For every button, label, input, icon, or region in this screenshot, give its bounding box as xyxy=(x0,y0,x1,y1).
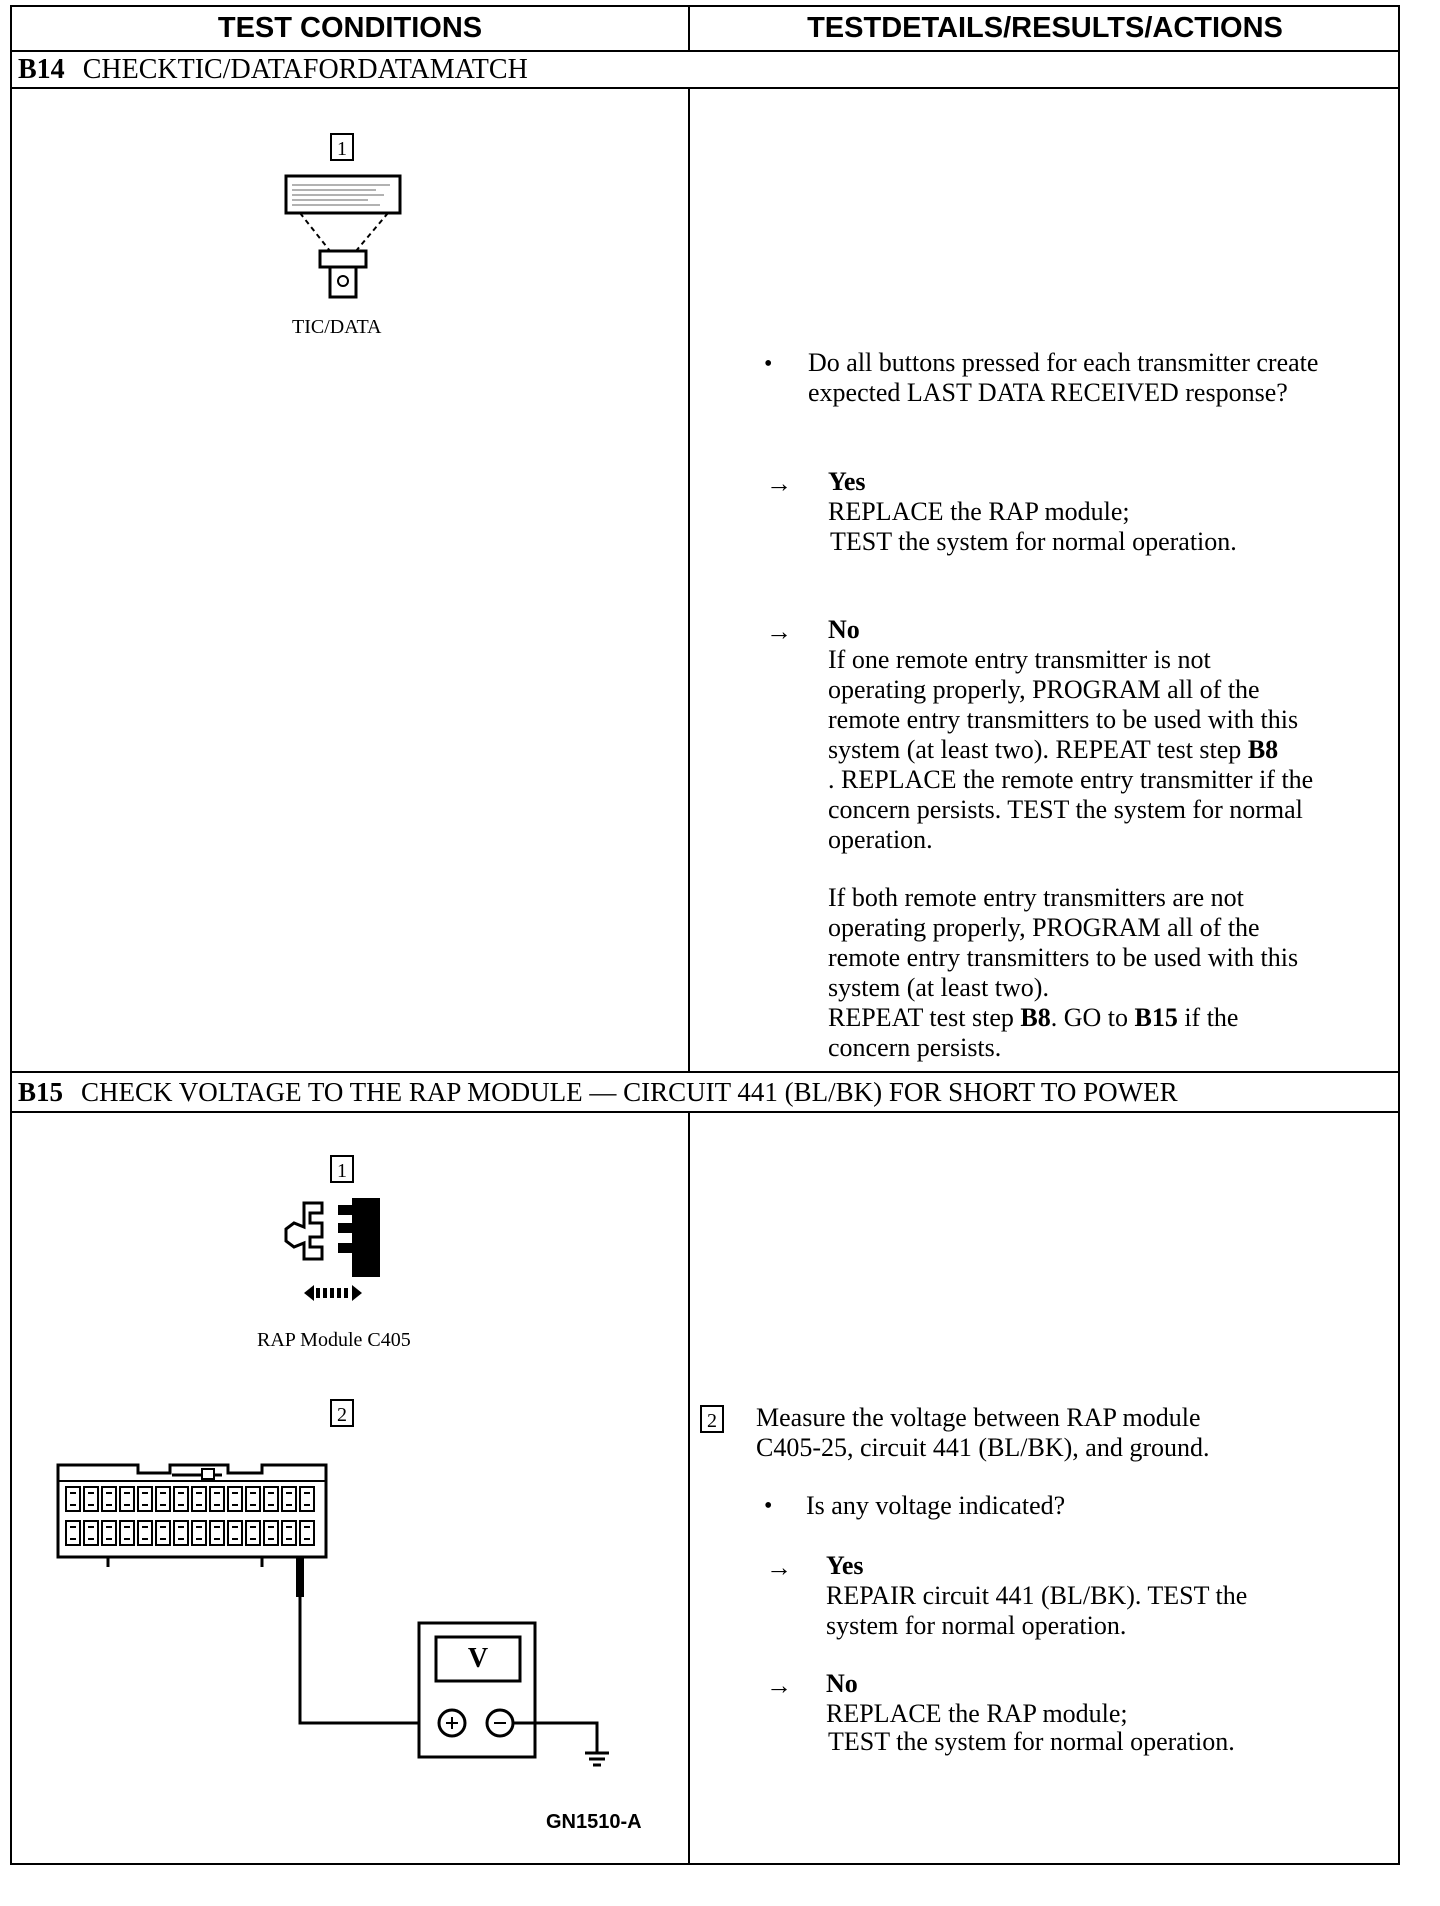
b14-bullet: • xyxy=(764,351,773,377)
b14-no-p2-text: if the xyxy=(1184,1003,1239,1032)
b15-no-label: No xyxy=(826,1669,858,1698)
b14-yes-line1: REPLACE the RAP module; xyxy=(828,497,1130,526)
b14-no-p1-line: If one remote entry transmitter is not xyxy=(828,645,1211,674)
b14-no-p2-line: remote entry transmitters to be used with this xyxy=(828,943,1299,972)
b14-column-divider xyxy=(688,89,690,1071)
connector-disconnect-illustration xyxy=(274,1193,404,1313)
b14-question: Do all buttons pressed for each transmitter create expected LAST DATA RECEIVED response? xyxy=(808,348,1319,407)
b15-title-rule xyxy=(12,1111,1398,1113)
b14-no-p2-line: system (at least two). xyxy=(828,973,1049,1002)
b14-no-p1-line: operating properly, PROGRAM all of the xyxy=(828,675,1260,704)
b15-detail-line2: C405-25, circuit 441 (BL/BK), and ground. xyxy=(756,1433,1210,1462)
b15-title-row xyxy=(18,1077,1178,1108)
b14-ref-b15: B15 xyxy=(1134,1003,1178,1032)
b15-detail-line1: Measure the voltage between RAP module xyxy=(756,1403,1201,1432)
b14-ref-b8: B8 xyxy=(1247,735,1279,764)
b14-no-p2-text: . GO to xyxy=(1050,1003,1128,1032)
b14-title-rule xyxy=(12,87,1398,89)
b14-ref-b8-2: B8 xyxy=(1020,1003,1051,1032)
b15-bullet: • xyxy=(764,1493,773,1519)
meter-label: V xyxy=(467,1643,489,1674)
header-test-conditions: TEST CONDITIONS xyxy=(217,12,483,44)
b14-no-p1-line: operation. xyxy=(828,825,933,854)
b15-top-rule xyxy=(12,1071,1398,1073)
b15-no-arrow: → xyxy=(766,1671,792,1700)
b14-no-p1-line xyxy=(828,735,1313,765)
b14-title: CHECKTIC/DATAFORDATAMATCH xyxy=(82,54,528,85)
b14-title-row xyxy=(18,54,528,86)
b14-no-p2-line: concern persists. xyxy=(828,1033,1002,1062)
tic-data-tool-illustration xyxy=(280,171,410,306)
b15-step-number: B15 xyxy=(18,1077,64,1107)
b14-caption: TIC/DATA xyxy=(292,316,382,338)
b15-no-line1: REPLACE the RAP module; xyxy=(826,1699,1128,1728)
b15-yes-line1: REPAIR circuit 441 (BL/BK). TEST the xyxy=(826,1581,1248,1610)
b14-step-number: B14 xyxy=(18,54,65,85)
b14-no-p1-line: remote entry transmitters to be used with this xyxy=(828,705,1299,734)
b15-no-line2: TEST the system for normal operation. xyxy=(828,1727,1235,1756)
header-test-details: TESTDETAILS/RESULTS/ACTIONS xyxy=(807,12,1283,44)
figure-id: GN1510-A xyxy=(546,1811,642,1833)
b14-yes-label: Yes xyxy=(828,467,866,496)
b14-no-arrow: → xyxy=(766,617,792,646)
b15-yes-line2: system for normal operation. xyxy=(826,1611,1127,1640)
b14-no-p2-text: REPEAT test step xyxy=(828,1003,1014,1032)
b14-no-label: No xyxy=(828,615,860,644)
header-divider xyxy=(688,7,690,50)
b14-no-p2-line xyxy=(828,1003,1298,1033)
diagnostic-table xyxy=(10,5,1400,1865)
b14-yes-arrow: → xyxy=(766,469,792,498)
table-header xyxy=(12,7,1398,52)
b14-no-p1-line: concern persists. TEST the system for normal xyxy=(828,795,1303,824)
b14-no-p2-line: operating properly, PROGRAM all of the xyxy=(828,913,1260,942)
b15-callout-1: 1 xyxy=(330,1155,354,1183)
b15-yes-arrow: → xyxy=(766,1553,792,1582)
b14-no-p2-line: If both remote entry transmitters are not xyxy=(828,883,1244,912)
b15-callout-2: 2 xyxy=(330,1399,354,1427)
b15-question: Is any voltage indicated? xyxy=(806,1491,1066,1520)
b15-caption-rap-module: RAP Module C405 xyxy=(257,1329,411,1351)
b14-no-p1-text: system (at least two). REPEAT test step xyxy=(828,735,1242,764)
b14-no-paragraph-1 xyxy=(828,645,1313,855)
b14-callout-1: 1 xyxy=(330,133,354,161)
b15-title: CHECK VOLTAGE TO THE RAP MODULE — CIRCUIT 441 (BL/BK) FOR SHORT TO POWER xyxy=(81,1077,1178,1107)
b15-yes-label: Yes xyxy=(826,1551,864,1580)
b15-column-divider xyxy=(688,1113,690,1865)
b14-no-paragraph-2 xyxy=(828,883,1298,1063)
voltmeter-connection-diagram xyxy=(52,1457,642,1777)
b14-yes-line2: TEST the system for normal operation. xyxy=(830,527,1237,556)
b14-no-p1-line: . REPLACE the remote entry transmitter if the xyxy=(828,765,1314,794)
b15-detail-callout-2: 2 xyxy=(700,1405,724,1433)
